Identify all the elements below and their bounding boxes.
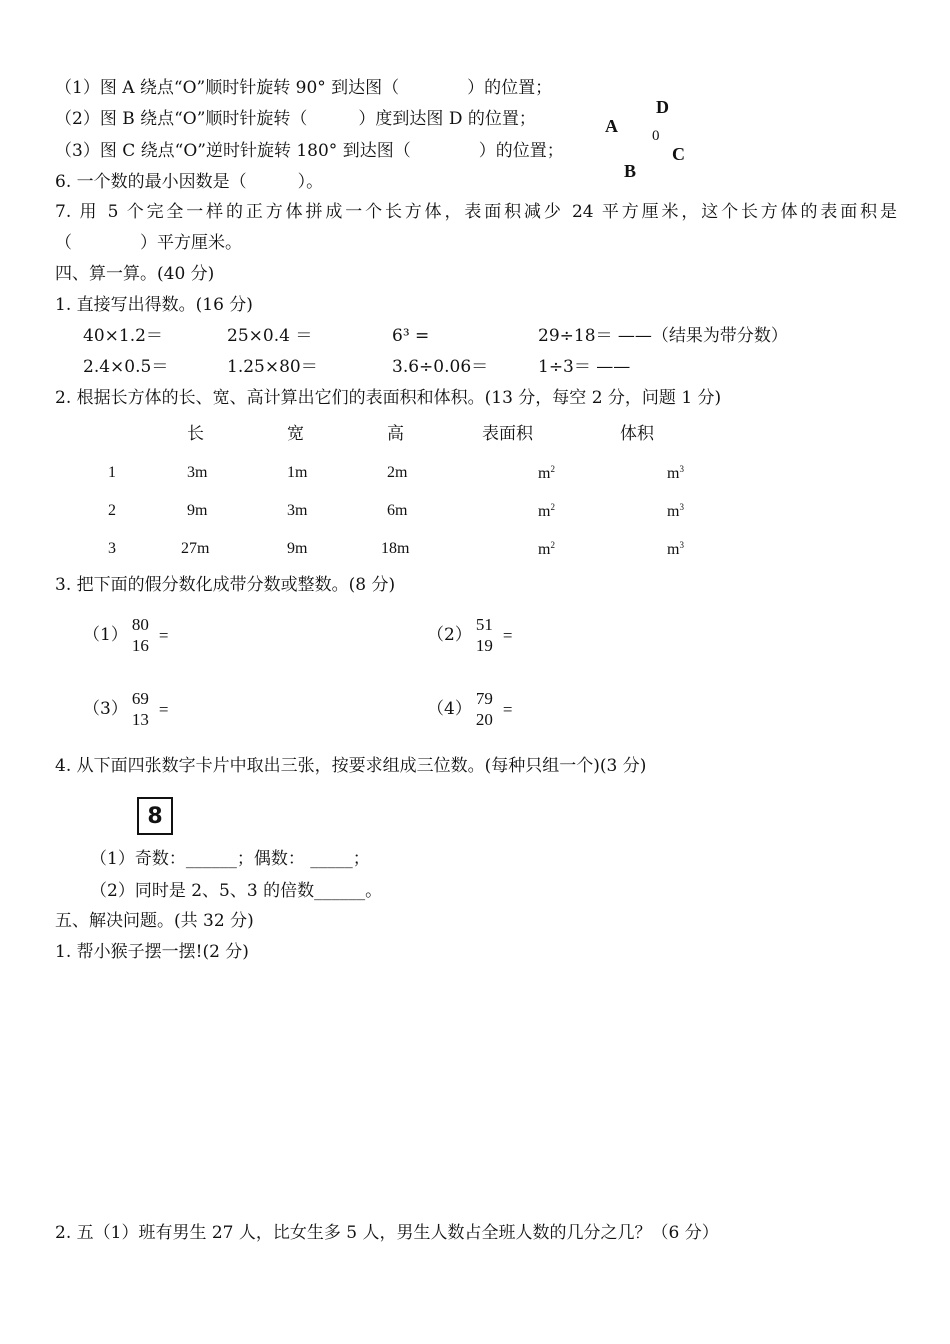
question-6: 6. 一个数的最小因数是（ ）。 xyxy=(55,172,324,192)
rotation-question-3: （3）图 C 绕点“O”逆时针旋转 180° 到达图（ ）的位置； xyxy=(55,141,564,161)
part-4-question-1: （1）奇数：______；偶数： _____； xyxy=(90,849,370,869)
fraction: 79 20 xyxy=(475,689,493,729)
fraction-item: （2） 51 19 = xyxy=(427,615,513,655)
volume-unit: $m^3$ xyxy=(667,540,684,558)
figure-label-c: C xyxy=(672,144,685,164)
fraction-item: （4） 79 20 = xyxy=(427,689,513,729)
row-index: 2 xyxy=(108,502,116,519)
table-header: 宽 xyxy=(287,424,304,444)
rotation-question-2: （2）图 B 绕点“O”顺时针旋转（ ）度到达图 D 的位置； xyxy=(55,109,536,129)
part-3-title: 3. 把下面的假分数化成带分数或整数。(8 分) xyxy=(55,575,396,595)
width-cell: 1m xyxy=(287,464,308,481)
area-unit: $m^2$ xyxy=(538,464,555,482)
calc-item: 2.4×0.5＝ xyxy=(83,357,169,377)
figure-label-a: A xyxy=(605,116,618,136)
calc-item: 29÷18＝ ——（结果为带分数） xyxy=(538,326,788,346)
part-4-question-2: （2）同时是 2、5、3 的倍数______。 xyxy=(90,881,383,901)
length-cell: 27m xyxy=(181,540,210,557)
fraction-item: （1） 80 16 = xyxy=(83,615,169,655)
area-unit: $m^2$ xyxy=(538,502,555,520)
figure-label-b: B xyxy=(624,161,637,181)
fraction-item: （3） 69 13 = xyxy=(83,689,169,729)
calc-item: 6³ = xyxy=(392,326,430,346)
calc-item: 1.25×80＝ xyxy=(227,357,318,377)
rotation-question-1: （1）图 A 绕点“O”顺时针旋转 90° 到达图（ ）的位置； xyxy=(55,78,553,98)
calc-item: 1÷3＝ —— xyxy=(538,357,631,377)
fraction: 80 16 xyxy=(131,615,149,655)
problem-1: 1. 帮小猴子摆一摆!(2 分) xyxy=(55,942,249,962)
volume-unit: $m^3$ xyxy=(667,502,684,520)
height-cell: 18m xyxy=(381,540,410,557)
width-cell: 3m xyxy=(287,502,308,519)
figure-label-d: D xyxy=(656,97,669,117)
problem-2: 2. 五（1）班有男生 27 人，比女生多 5 人，男生人数占全班人数的几分之几？（6 分） xyxy=(55,1223,719,1243)
volume-unit: $m^3$ xyxy=(667,464,684,482)
calc-item: 25×0.4 ＝ xyxy=(227,326,313,346)
length-cell: 3m xyxy=(187,464,208,481)
row-index: 3 xyxy=(108,540,116,557)
part-2-title: 2. 根据长方体的长、宽、高计算出它们的表面积和体积。(13 分，每空 2 分，问题 1 分) xyxy=(55,388,722,408)
height-cell: 2m xyxy=(387,464,408,481)
area-unit: $m^2$ xyxy=(538,540,555,558)
table-header: 高 xyxy=(387,424,404,444)
fraction: 51 19 xyxy=(475,615,493,655)
row-index: 1 xyxy=(108,464,116,481)
table-header: 表面积 xyxy=(482,424,533,444)
section-4-title: 四、算一算。(40 分) xyxy=(55,264,215,284)
question-7-line-2: （ ）平方厘米。 xyxy=(55,233,242,253)
figure-label-o: 0 xyxy=(652,128,660,144)
question-7-line-1: 7. 用 5 个完全一样的正方体拼成一个长方体，表面积减少 24 平方厘米，这个长方体的表面积是 xyxy=(55,202,897,222)
fraction: 69 13 xyxy=(131,689,149,729)
length-cell: 9m xyxy=(187,502,208,519)
calc-item: 40×1.2＝ xyxy=(83,326,163,346)
table-header: 长 xyxy=(187,424,204,444)
calc-item: 3.6÷0.06＝ xyxy=(392,357,489,377)
width-cell: 9m xyxy=(287,540,308,557)
section-5-title: 五、解决问题。(共 32 分) xyxy=(55,911,254,931)
number-card: 8 xyxy=(137,797,173,835)
part-1-title: 1. 直接写出得数。(16 分) xyxy=(55,295,253,315)
table-header: 体积 xyxy=(620,424,654,444)
part-4-title: 4. 从下面四张数字卡片中取出三张，按要求组成三位数。(每种只组一个)(3 分) xyxy=(55,756,647,776)
height-cell: 6m xyxy=(387,502,408,519)
